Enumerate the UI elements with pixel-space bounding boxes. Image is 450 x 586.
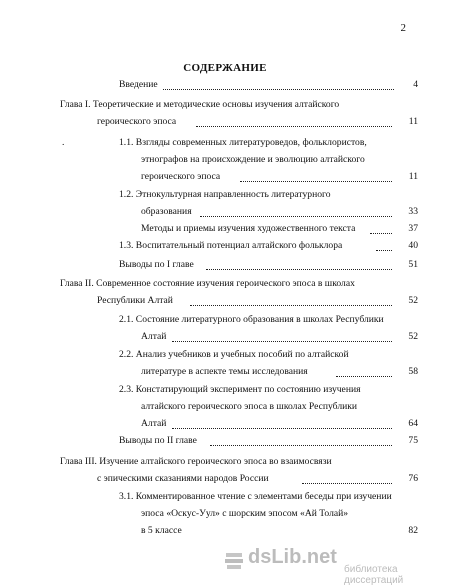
toc-leader [336,375,392,377]
toc-leader [370,232,392,234]
toc-line: Глава II. Современное состояние изучения героического эпоса в школах [60,278,355,289]
toc-leader [163,88,394,90]
toc-line: Алтай [141,331,167,342]
toc-leader [196,125,392,127]
toc-leader [172,427,392,429]
toc-line: героического эпоса [97,116,177,127]
toc-leader [302,482,392,484]
watermark-logo: dsLib.net [248,546,337,568]
toc-prefix: . [62,137,65,148]
toc-line: образования [141,206,192,217]
toc-page: 52 [408,295,418,306]
watermark-subtitle: библиотека диссертаций [344,564,404,586]
toc-page: 75 [408,435,418,446]
toc-line: с эпическими сказаниями народов России [97,473,269,484]
toc-line: Выводы по I главе [119,259,194,270]
toc-page: 37 [408,223,418,234]
toc-line: 2.2. Анализ учебников и учебных пособий по алтайской [119,349,349,360]
page-number: 2 [400,22,406,34]
toc-line: эпоса «Оскус-Уул» с шорским эпосом «Ай Толай» [141,508,349,519]
toc-page: 52 [408,331,418,342]
toc-line: 2.3. Констатирующий эксперимент по состоянию изучения [119,384,361,395]
toc-line: 1.1. Взгляды современных литературоведов, фольклористов, [119,137,367,148]
toc-line: алтайского героического эпоса в школах Республики [141,401,358,412]
toc-leader [376,249,392,251]
toc-page: 11 [408,171,418,182]
toc-leader [210,444,392,446]
toc-page: 4 [413,79,418,90]
toc-page: 58 [408,366,418,377]
toc-line: 2.1. Состояние литературного образования в школах Республики [119,314,384,325]
watermark [248,546,438,586]
toc-page: 76 [408,473,418,484]
toc-line: в 5 классе [141,525,182,536]
toc-line: этнографов на происхождение и эволюцию алтайского [141,154,365,165]
toc-page: 40 [408,240,418,251]
toc-line: 1.3. Воспитательный потенциал алтайского фольклора [119,240,343,251]
toc-line: 3.1. Комментированное чтение с элементами беседы при изучении [119,491,392,502]
toc-line: 1.2. Этнокультурная направленность литературного [119,189,331,200]
toc-leader [240,180,392,182]
toc-page: 64 [408,418,418,429]
toc-leader [206,268,392,270]
toc-page: 51 [408,259,418,270]
toc-line: Глава I. Теоретические и методические основы изучения алтайского [60,99,340,110]
toc-page: 11 [408,116,418,127]
toc-line: Алтай [141,418,167,429]
toc-leader [190,304,392,306]
toc-line: Глава III. Изучение алтайского героического эпоса во взаимосвязи [60,456,332,467]
book-stack-icon [224,550,244,572]
toc-leader [200,215,392,217]
toc-page: 82 [408,525,418,536]
toc-leader [172,340,392,342]
toc-line: Выводы по II главе [119,435,197,446]
toc-line: Введение [119,79,158,90]
toc-line: литературе в аспекте темы исследования [141,366,308,377]
page-title: СОДЕРЖАНИЕ [183,62,267,74]
toc-page: 33 [408,206,418,217]
toc-line: героического эпоса [141,171,221,182]
toc-line: Республики Алтай [97,295,173,306]
toc-line: Методы и приемы изучения художественного текста [141,223,356,234]
